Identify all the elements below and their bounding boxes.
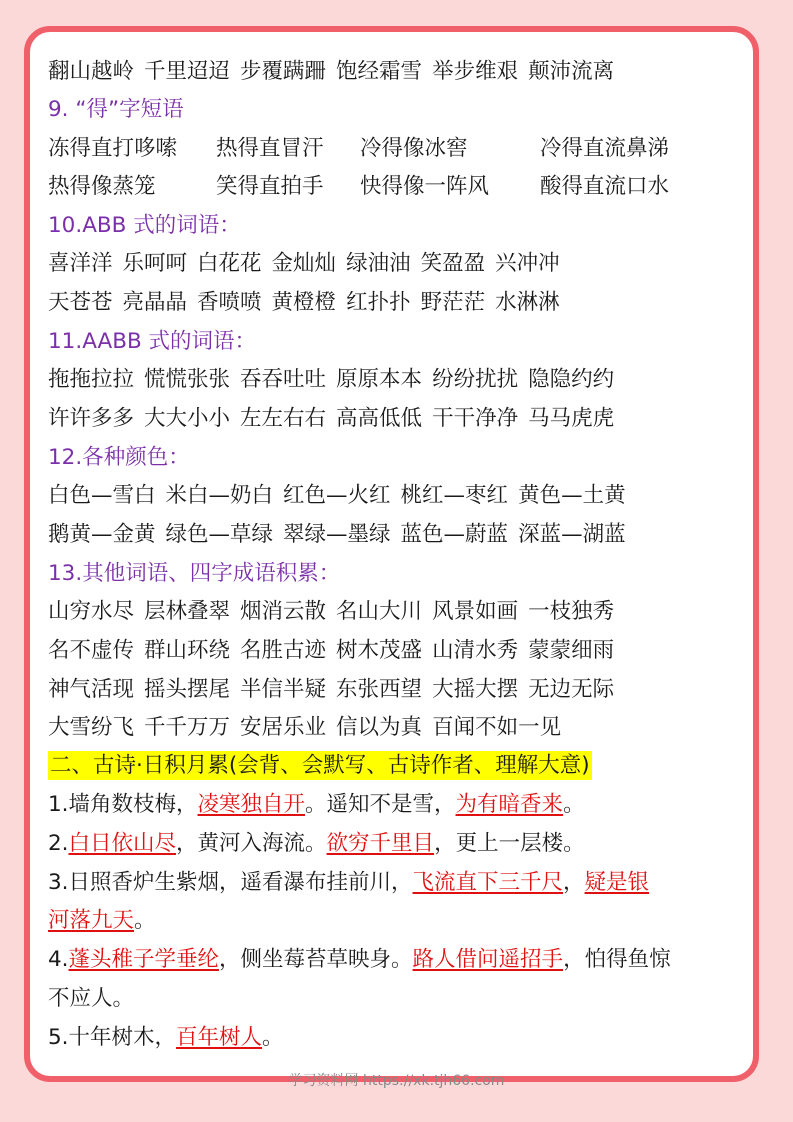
poem-line-3-cont <box>48 907 156 935</box>
phrase: 烟消云散 <box>240 599 327 624</box>
phrase: 白色—雪白 <box>48 483 156 508</box>
phrase: 名胜古迹 <box>240 638 327 663</box>
word-row <box>48 250 570 278</box>
phrase: 白花花 <box>197 251 262 276</box>
phrase: 神气活现 <box>48 677 135 702</box>
phrase: 翻山越岭 <box>48 59 135 84</box>
phrase: 许许多多 <box>48 406 135 431</box>
poem-line-3 <box>48 869 649 897</box>
phrase: 东张西望 <box>336 677 423 702</box>
phrase: 鹅黄—金黄 <box>48 522 156 547</box>
answer-text: 路人借问遥招手 <box>412 947 564 972</box>
phrase: 热得直冒汗 <box>216 136 324 161</box>
phrase: 摇头摆尾 <box>144 677 231 702</box>
phrase: 香喷喷 <box>197 290 262 315</box>
phrase: 红扑扑 <box>346 290 411 315</box>
word-row <box>48 521 636 549</box>
phrase: 野茫茫 <box>420 290 486 315</box>
highlighted-heading: 二、古诗·日积月累(会背、会默写、古诗作者、理解大意) <box>50 753 590 778</box>
word-row <box>48 366 624 394</box>
phrase: 无边无际 <box>528 677 615 702</box>
phrase: 信以为真 <box>336 715 423 740</box>
poem-text: 。 <box>563 792 585 817</box>
section-heading-10: 10.ABB 式的词语： <box>48 213 241 238</box>
phrase: 拖拖拉拉 <box>48 367 135 392</box>
phrase: 蓝色—蔚蓝 <box>400 522 509 547</box>
answer-text: 蓬头稚子学垂纶 <box>68 947 220 972</box>
word-row <box>48 173 669 201</box>
phrase: 大摇大摆 <box>432 677 519 702</box>
poem-text: ， <box>563 870 585 895</box>
phrase: 原原本本 <box>336 367 423 392</box>
answer-text: 白日依山尽 <box>68 831 177 856</box>
poem-text: 2. <box>48 831 69 856</box>
phrase: 名不虚传 <box>48 638 135 663</box>
phrase: 一枝独秀 <box>528 599 615 624</box>
phrase: 树木茂盛 <box>336 638 423 663</box>
phrase: 快得像一阵风 <box>360 174 490 199</box>
phrase: 桃红—枣红 <box>400 483 509 508</box>
phrase: 红色—火红 <box>283 483 391 508</box>
phrase: 米白—奶白 <box>165 483 274 508</box>
answer-text: 飞流直下三千尺 <box>412 870 564 895</box>
phrase: 黄色—土黄 <box>518 483 626 508</box>
phrase: 蒙蒙细雨 <box>528 638 615 663</box>
poem-text: 。 <box>134 908 156 933</box>
section-heading-poems <box>48 752 592 780</box>
phrase: 名山大川 <box>336 599 423 624</box>
section-heading-12: 12.各种颜色： <box>48 445 190 470</box>
footer-watermark: 学习资料网 https://xk.tjh66.com <box>288 1073 505 1089</box>
word-row <box>48 714 571 742</box>
phrase: 水淋淋 <box>495 290 560 315</box>
word-row <box>48 405 624 433</box>
poem-text: ，更上一层楼。 <box>434 831 585 856</box>
phrase: 风景如画 <box>432 599 519 624</box>
answer-text: 百年树人 <box>176 1025 263 1050</box>
word-row <box>48 289 570 317</box>
answer-text: 凌寒独自开 <box>197 792 306 817</box>
poem-text: 4. <box>48 947 69 972</box>
word-row <box>48 135 669 163</box>
phrase: 举步维艰 <box>432 59 519 84</box>
phrase: 安居乐业 <box>240 715 327 740</box>
phrase: 酸得直流口水 <box>540 174 670 199</box>
phrase: 兴冲冲 <box>495 251 560 276</box>
phrase: 喜洋洋 <box>48 251 113 276</box>
poem-line-1 <box>48 791 585 819</box>
phrase: 黄橙橙 <box>271 290 337 315</box>
phrase: 绿油油 <box>346 251 411 276</box>
poem-text: ，怕得鱼惊 <box>563 947 671 972</box>
phrase: 百闻不如一见 <box>432 715 562 740</box>
phrase: 大大小小 <box>144 406 231 431</box>
phrase: 千里迢迢 <box>144 59 231 84</box>
phrase: 吞吞吐吐 <box>240 367 327 392</box>
poem-line-4-cont <box>48 985 134 1013</box>
phrase: 饱经霜雪 <box>336 59 423 84</box>
phrase: 干干净净 <box>432 406 519 431</box>
word-row <box>48 58 624 86</box>
answer-text: 河落九天 <box>48 908 135 933</box>
poem-text: ，侧坐莓苔草映身。 <box>219 947 413 972</box>
poem-text: 。 <box>262 1025 284 1050</box>
poem-text: 1.墙角数枝梅， <box>48 792 198 817</box>
phrase: 千千万万 <box>144 715 231 740</box>
answer-text: 欲穷千里目 <box>326 831 435 856</box>
section-heading-11: 11.AABB 式的词语： <box>48 329 257 354</box>
phrase: 深蓝—湖蓝 <box>518 522 626 547</box>
poem-line-5 <box>48 1024 284 1052</box>
phrase: 金灿灿 <box>271 251 337 276</box>
phrase: 群山环绕 <box>144 638 231 663</box>
phrase: 颠沛流离 <box>528 59 615 84</box>
phrase: 热得像蒸笼 <box>48 174 156 199</box>
answer-text: 疑是银 <box>584 870 650 895</box>
word-row <box>48 598 624 626</box>
phrase: 慌慌张张 <box>144 367 231 392</box>
phrase: 翠绿—墨绿 <box>283 522 391 547</box>
word-row <box>48 637 624 665</box>
phrase: 步覆蹒跚 <box>240 59 327 84</box>
phrase: 山穷水尽 <box>48 599 135 624</box>
phrase: 冻得直打哆嗦 <box>48 136 178 161</box>
phrase: 左左右右 <box>240 406 327 431</box>
phrase: 半信半疑 <box>240 677 327 702</box>
phrase: 笑得直拍手 <box>216 174 324 199</box>
phrase: 笑盈盈 <box>420 251 486 276</box>
poem-text: 不应人。 <box>48 986 135 1011</box>
poem-text: 3.日照香炉生紫烟，遥看瀑布挂前川， <box>48 870 413 895</box>
word-row <box>48 482 636 510</box>
phrase: 马马虎虎 <box>528 406 615 431</box>
poem-text: 。遥知不是雪， <box>305 792 456 817</box>
phrase: 亮晶晶 <box>122 290 188 315</box>
phrase: 隐隐约约 <box>528 367 615 392</box>
phrase: 层林叠翠 <box>144 599 231 624</box>
poem-text: 5.十年树木， <box>48 1025 177 1050</box>
poem-line-2 <box>48 830 585 858</box>
phrase: 冷得直流鼻涕 <box>540 136 670 161</box>
phrase: 冷得像冰窖 <box>360 136 468 161</box>
poem-text: ，黄河入海流。 <box>176 831 327 856</box>
answer-text: 为有暗香来 <box>455 792 564 817</box>
phrase: 山清水秀 <box>432 638 519 663</box>
phrase: 乐呵呵 <box>122 251 188 276</box>
poem-line-4 <box>48 946 671 974</box>
section-heading-13: 13.其他词语、四字成语积累： <box>48 561 341 586</box>
phrase: 天苍苍 <box>48 290 113 315</box>
phrase: 大雪纷飞 <box>48 715 135 740</box>
phrase: 纷纷扰扰 <box>432 367 519 392</box>
word-row <box>48 676 624 704</box>
section-heading-9: 9. “得”字短语 <box>48 97 184 122</box>
phrase: 绿色—草绿 <box>165 522 274 547</box>
phrase: 高高低低 <box>336 406 423 431</box>
